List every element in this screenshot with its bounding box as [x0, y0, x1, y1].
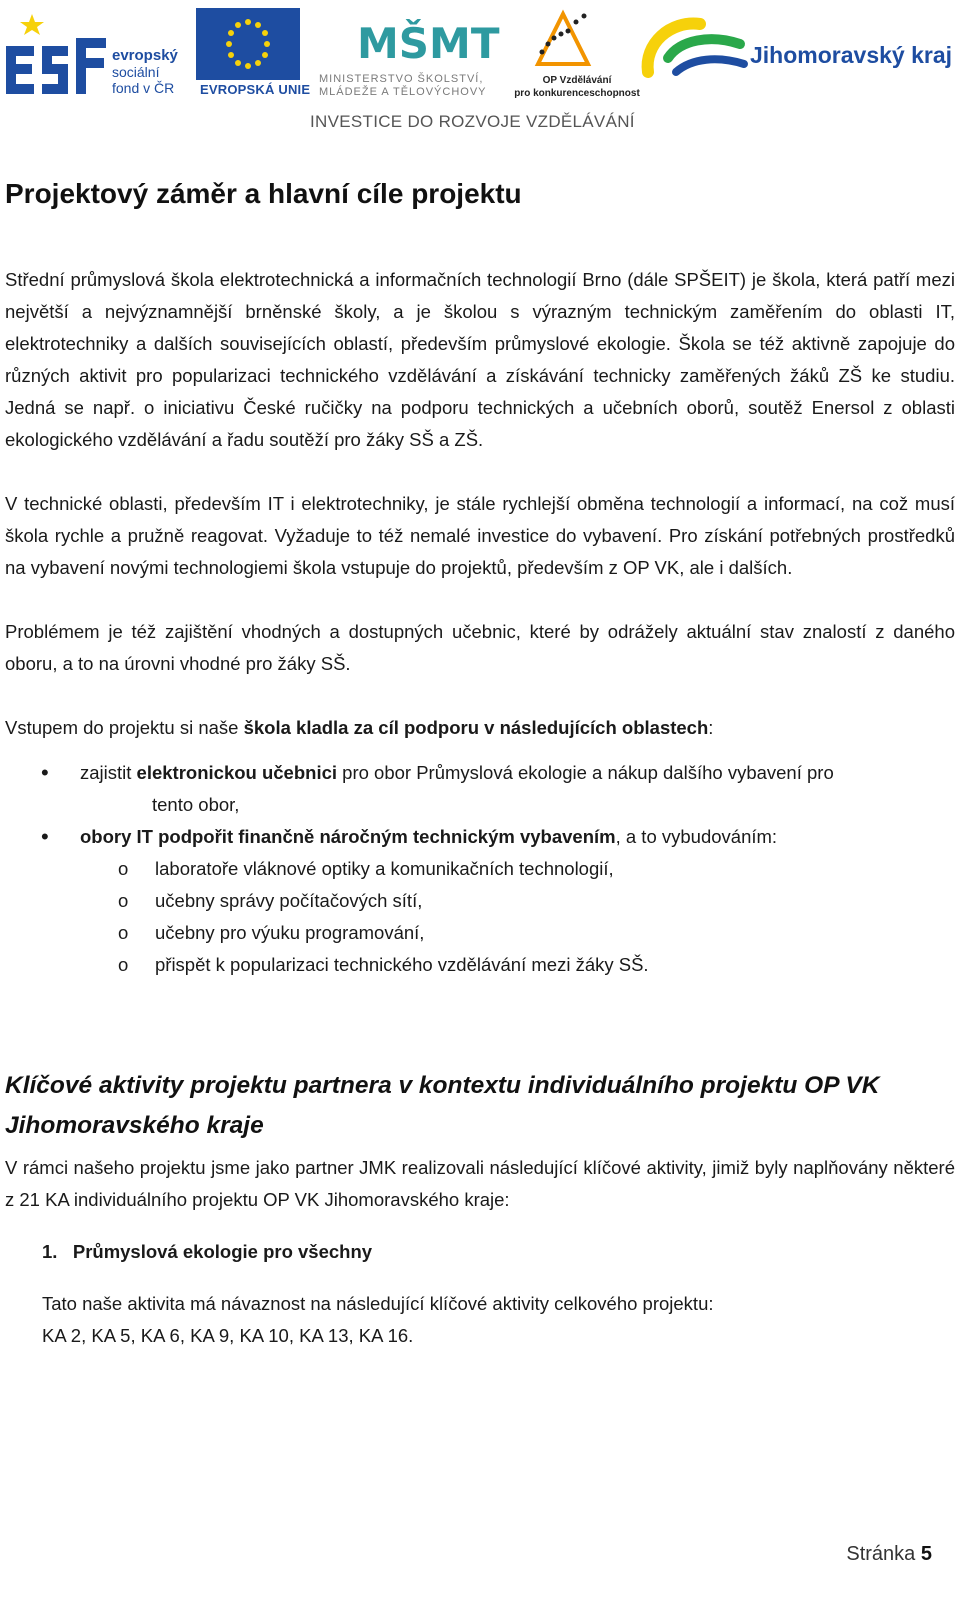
- msmt-caption: [319, 73, 487, 99]
- intro-pre: Vstupem do projektu si naše: [5, 717, 244, 738]
- section-title-line2: Jihomoravského kraje: [5, 1112, 264, 1139]
- sub-list-item: [5, 853, 955, 885]
- document-body: [5, 178, 955, 1352]
- footer-label: Stránka: [846, 1543, 916, 1565]
- eu-flag-logo: [196, 8, 300, 80]
- section-title-line1: Klíčové aktivity projektu partnera v kontextu individuálního projektu OP VK: [5, 1072, 880, 1099]
- page-number: 5: [920, 1543, 932, 1565]
- jmk-logo: [640, 14, 748, 76]
- jmk-caption: Jihomoravský kraj: [750, 42, 953, 68]
- eu-caption: EVROPSKÁ UNIE: [200, 82, 311, 97]
- sub-list-item: [5, 885, 955, 917]
- msmt-line2: MLÁDEŽE A TĚLOVÝCHOVY: [319, 86, 487, 98]
- intro-bold: škola kladla za cíl podporu v následujících oblastech: [243, 717, 709, 738]
- item-number: 1.: [42, 1241, 58, 1262]
- sub-item-text: učebny pro výuku programování,: [155, 922, 425, 943]
- sub-list: [80, 853, 955, 981]
- msmt-line1: MINISTERSTVO ŠKOLSTVÍ,: [319, 73, 484, 85]
- circle-bullet-icon: o: [118, 858, 129, 879]
- goals-list: [5, 757, 955, 981]
- esf-line2: sociální: [112, 64, 160, 80]
- item-post: , a to vybudováním:: [615, 826, 778, 847]
- opvk-line2: pro konkurenceschopnost: [514, 88, 640, 99]
- sub-item-text: laboratoře vláknové optiky a komunikačních technologií,: [155, 858, 614, 879]
- investice-caption: INVESTICE DO ROZVOJE VZDĚLÁVÁNÍ: [310, 112, 635, 131]
- circle-bullet-icon: o: [118, 922, 129, 943]
- esf-logo: [2, 8, 110, 96]
- opvk-logo: [532, 8, 594, 70]
- esf-caption: [112, 48, 178, 96]
- item-bold: elektronickou učebnici: [136, 762, 338, 783]
- item-continuation: tento obor,: [152, 794, 240, 815]
- paragraph: V technické oblasti, především IT i elektrotechniky, je stále rychlejší obměna technologií a informací, na což musí škola rychle a pružně reagovat. Vyžaduje to též nemalé investice do vybavení. Pro získání potřebných prostředků na vybavení novými technologiemi škola vstupuje do projektů, především z OP VK, ale i dalších.: [5, 493, 955, 578]
- msmt-letters: MŠMT: [357, 19, 500, 68]
- sub-list-item: [5, 917, 955, 949]
- esf-line1: evropský: [112, 47, 178, 64]
- sub-list-item: [5, 949, 955, 981]
- logo-header: [0, 0, 960, 140]
- item-bold: obory IT podpořit finančně náročným technickým vybavením: [80, 826, 616, 847]
- ka-line1: Tato naše aktivita má návaznost na následující klíčové aktivity celkového projektu:: [42, 1293, 714, 1314]
- circle-bullet-icon: o: [118, 954, 129, 975]
- section-paragraph: V rámci našeho projektu jsme jako partner JMK realizovali následující klíčové aktivity, jimiž byly naplňovány některé z 21 KA individuálního projektu OP VK Jihomoravského kraje:: [5, 1157, 955, 1210]
- sub-item-text: přispět k popularizaci technického vzdělávání mezi žáky SŠ.: [155, 954, 649, 975]
- item-title: Průmyslová ekologie pro všechny: [72, 1241, 373, 1262]
- intro-paragraph: [5, 712, 955, 744]
- section-title: [5, 1066, 955, 1146]
- list-item: [5, 821, 955, 981]
- circle-bullet-icon: o: [118, 890, 129, 911]
- list-item: [5, 757, 955, 821]
- page-title: Projektový záměr a hlavní cíle projektu: [5, 178, 522, 209]
- msmt-logo: [355, 6, 500, 72]
- item-post: pro obor Průmyslová ekologie a nákup dalšího vybavení pro: [337, 762, 834, 783]
- sub-item-text: učebny správy počítačových sítí,: [155, 890, 423, 911]
- paragraph: Problémem je též zajištění vhodných a dostupných učebnic, které by odrážely aktuální stav znalostí z daného oboru, a to na úrovni vhodné pro žáky SŠ.: [5, 621, 955, 674]
- key-activities: [5, 1288, 955, 1352]
- item-pre: zajistit: [80, 762, 137, 783]
- opvk-caption: [512, 74, 642, 100]
- opvk-line1: OP Vzdělávání: [542, 75, 612, 86]
- numbered-item: [5, 1236, 955, 1268]
- paragraph: Střední průmyslová škola elektrotechnická a informačních technologií Brno (dále SPŠEIT) je škola, která patří mezi největší a nejvýznamnější brněnské školy, a je školou s výrazným technickým zaměřením do oblasti IT, elektrotechniky a dalších souvisejících oblastí, především průmyslové ekologie. Škola se též aktivně zapojuje do různých aktivit pro popularizaci technického vzdělávání a získávání technicky zaměřených žáků ZŠ ke studiu. Jedná se např. o iniciativu České ručičky na podporu technických a učebních oborů, soutěž Enersol z oblasti ekologického vzdělávání a řadu soutěží pro žáky SŠ a ZŠ.: [5, 269, 955, 450]
- ka-line2: KA 2, KA 5, KA 6, KA 9, KA 10, KA 13, KA 16.: [42, 1325, 414, 1346]
- intro-post: :: [708, 717, 714, 738]
- bullet-icon: •: [41, 824, 49, 849]
- bullet-icon: •: [41, 760, 49, 785]
- page-footer: [846, 1543, 932, 1566]
- esf-line3: fond v ČR: [112, 80, 175, 96]
